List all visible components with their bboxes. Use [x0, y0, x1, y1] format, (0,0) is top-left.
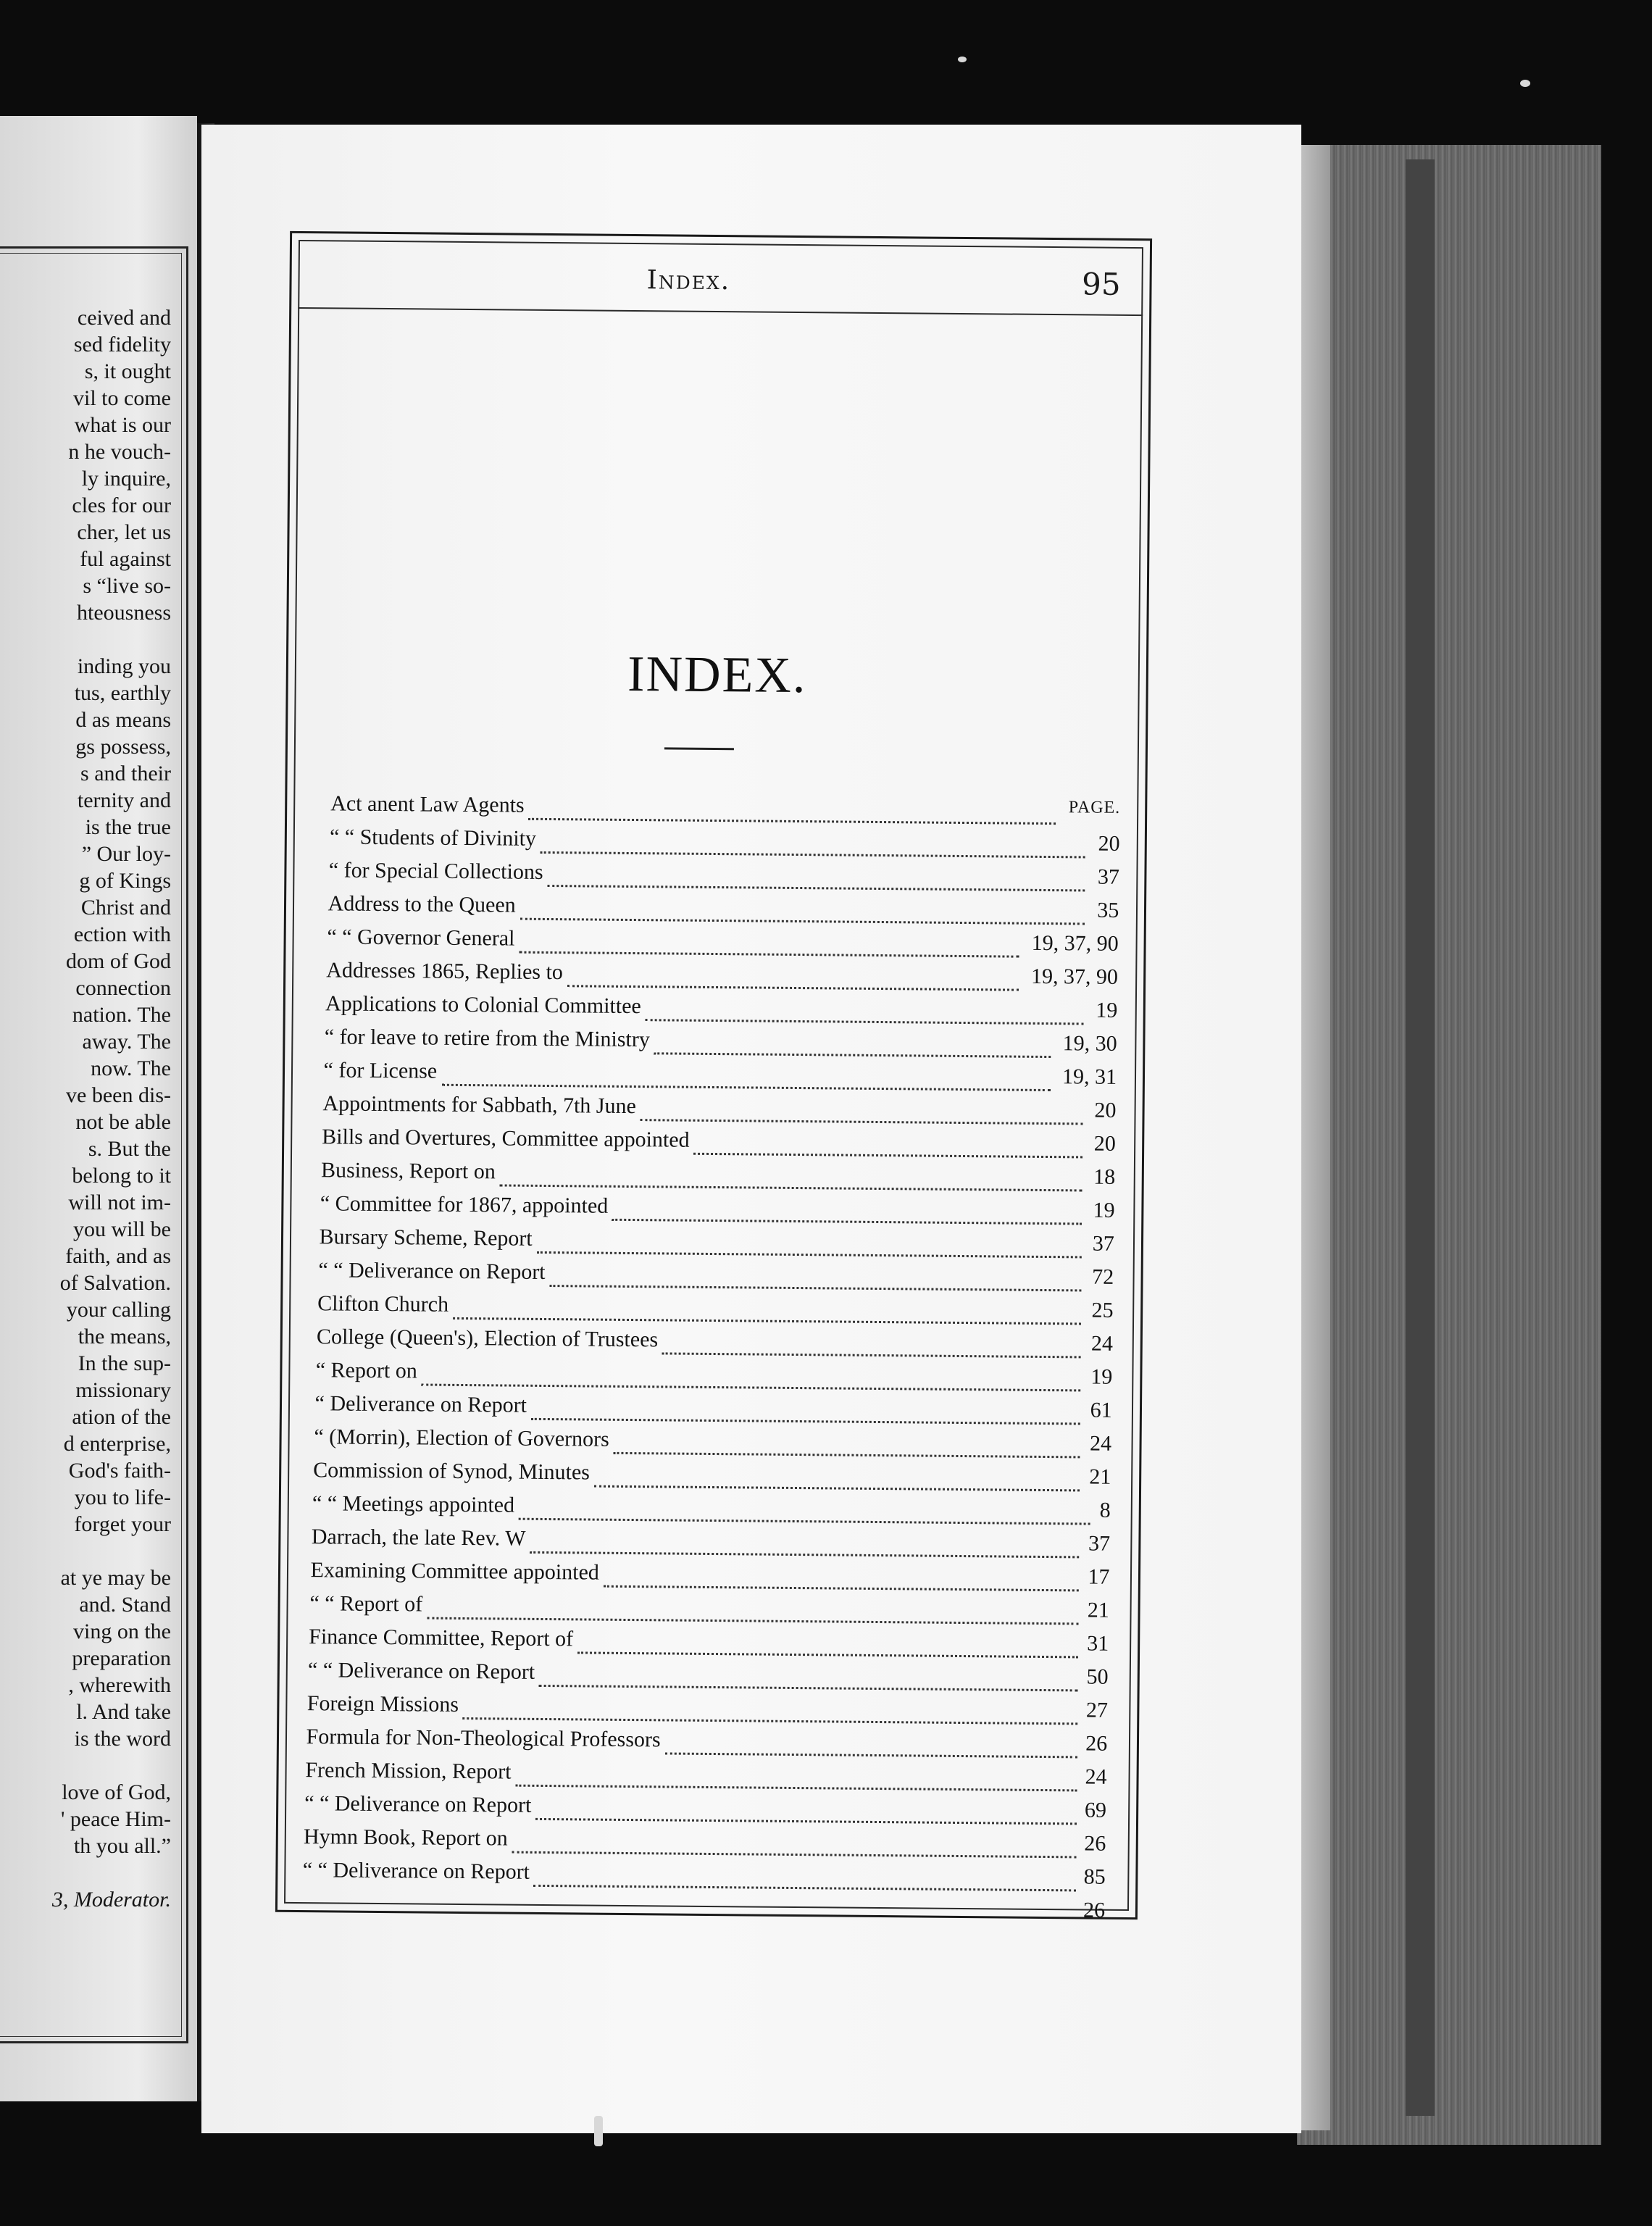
index-entry-page: 20: [1098, 831, 1120, 856]
left-page-line: faith, and as: [65, 1244, 171, 1268]
index-entry-label: “ for License: [323, 1058, 438, 1083]
left-page-line: ation of the: [72, 1405, 171, 1429]
left-page-line: inding you: [77, 654, 171, 678]
index-entry-page: 19, 31: [1061, 1064, 1117, 1089]
left-page-line: at ye may be: [60, 1566, 171, 1590]
leader-dots: [520, 893, 1085, 925]
index-entry-page: 24: [1089, 1431, 1112, 1456]
leader-dots: [613, 1427, 1080, 1459]
left-page-line: n he vouch-: [68, 440, 171, 464]
page-edges: [1297, 145, 1601, 2145]
leader-dots: [536, 1227, 1082, 1259]
index-entry-label: “ (Morrin), Election of Governors: [314, 1425, 609, 1451]
left-page-line: [0, 1752, 171, 1779]
leader-dots: [693, 1128, 1082, 1159]
page-frame: [275, 231, 1152, 1922]
index-entry-page: 19, 37, 90: [1030, 964, 1119, 989]
index-entry-page: 26: [1085, 1731, 1108, 1756]
left-page-line: cher, let us: [77, 520, 171, 544]
left-page-line: of Salvation.: [59, 1271, 171, 1295]
leader-dots: [640, 1094, 1082, 1125]
index-entry-page: 20: [1093, 1131, 1116, 1156]
dust-speck: [1520, 80, 1530, 87]
index-entry-page: 35: [1097, 898, 1119, 922]
index-entry-label: Commission of Synod, Minutes: [313, 1458, 591, 1485]
index-title: INDEX.: [627, 646, 807, 704]
index-entry-label: Hymn Book, Report on: [303, 1825, 508, 1851]
left-page-line: will not im-: [68, 1191, 171, 1214]
left-page-line: nation. The: [72, 1003, 171, 1027]
left-page-line: Christ and: [80, 896, 171, 920]
left-page-line: not be able: [75, 1110, 171, 1134]
leader-dots: [519, 1493, 1090, 1525]
index-entry-label: Formula for Non-Theological Professors: [306, 1725, 661, 1752]
left-page-line: [0, 626, 171, 653]
index-entry-label: “ “ Deliverance on Report: [318, 1258, 546, 1284]
left-page-line: ful against: [80, 547, 171, 571]
left-page-line: gs possess,: [75, 735, 171, 759]
left-page-line: you to life-: [74, 1485, 171, 1509]
index-entry-label: Applications to Colonial Committee: [325, 991, 641, 1019]
left-page-line: cles for our: [72, 493, 171, 517]
left-page-line: ection with: [73, 922, 171, 946]
left-page-line: love of God,: [62, 1780, 171, 1804]
left-page-line: s and their: [80, 762, 171, 785]
left-page-line: is the word: [74, 1727, 171, 1751]
index-entry-label: “ “ Report of: [309, 1591, 423, 1617]
index-entry-page: 72: [1092, 1264, 1114, 1289]
left-page-line: ve been dis-: [66, 1083, 171, 1107]
index-entry-page: 37: [1097, 864, 1120, 889]
index-entry-label: Foreign Missions: [306, 1691, 459, 1717]
leader-dots: [530, 1527, 1080, 1559]
index-entry-label: “ “ Deliverance on Report: [302, 1858, 530, 1884]
index-entry-page: 20: [1094, 1098, 1117, 1122]
leader-dots: [515, 1760, 1077, 1792]
index-entries: [278, 791, 1135, 1932]
leader-dots: [534, 1860, 1077, 1892]
index-entry-label: College (Queen's), Election of Trustees: [316, 1325, 659, 1352]
left-page-line: hteousness: [77, 601, 171, 625]
leader-dots: [594, 1461, 1080, 1492]
leader-dots: [577, 1627, 1078, 1658]
left-page-line: connection: [75, 976, 171, 1000]
left-page-text: [0, 304, 171, 1913]
index-entry-page: 8: [1099, 1498, 1111, 1522]
index-entry-page: 19, 30: [1062, 1031, 1117, 1056]
index-entry-page: 26: [1084, 1831, 1106, 1856]
left-page-line: forget your: [74, 1512, 171, 1536]
dust-speck: [594, 2116, 603, 2146]
index-entry-page: 21: [1089, 1464, 1111, 1489]
left-page-line: ceived and: [77, 306, 171, 330]
page-number: 95: [1081, 266, 1121, 302]
left-page-line: ' peace Him-: [61, 1807, 171, 1831]
leader-dots: [463, 1693, 1078, 1725]
index-entry-label: “ for Special Collections: [328, 858, 543, 884]
leader-dots: [512, 1827, 1077, 1859]
index-entry-page: 69: [1084, 1798, 1107, 1822]
left-page-line: now. The: [91, 1056, 171, 1080]
running-head: Index.: [646, 265, 731, 296]
left-page-line: the means,: [78, 1325, 171, 1348]
left-page-line: vil to come: [73, 386, 171, 410]
leader-dots: [646, 994, 1084, 1025]
leader-dots: [612, 1194, 1082, 1225]
index-entry-label: French Mission, Report: [305, 1758, 512, 1784]
left-page-line: you will be: [73, 1217, 171, 1241]
page-edge-strip: [1406, 159, 1435, 2116]
index-entry-label: “ “ Meetings appointed: [312, 1491, 515, 1517]
left-page-line: ving on the: [73, 1620, 171, 1643]
left-page-line: d as means: [75, 708, 171, 732]
left-page-line: s, it ought: [84, 359, 171, 383]
index-entry-label: Finance Committee, Report of: [309, 1625, 574, 1651]
left-page-line: th you all.”: [73, 1834, 171, 1858]
left-page-line: ly inquire,: [81, 467, 171, 491]
index-entry-label: Darrach, the late Rev. W: [311, 1525, 526, 1551]
index-entry-label: “ “ Deliverance on Report: [304, 1791, 532, 1817]
index-entry-label: “ Committee for 1867, appointed: [320, 1191, 609, 1218]
dust-speck: [958, 57, 967, 62]
index-entry-label: Act anent Law Agents: [330, 791, 525, 817]
index-entry-page: 19: [1093, 1198, 1115, 1222]
index-entry-label: “ “ Governor General: [327, 925, 515, 951]
left-page-line: sed fidelity: [73, 333, 171, 357]
index-entry-page: 37: [1092, 1231, 1115, 1256]
index-entry-label: “ “ Students of Divinity: [329, 825, 537, 851]
leader-dots: [427, 1593, 1078, 1625]
leader-dots: [422, 1359, 1081, 1391]
left-page-line: 3, Moderator.: [51, 1888, 171, 1912]
leader-dots: [664, 1727, 1077, 1758]
index-entry-page: 31: [1087, 1631, 1109, 1656]
left-page-line: your calling: [66, 1298, 171, 1322]
leader-dots: [530, 1393, 1080, 1425]
index-entry-page: 61: [1090, 1398, 1112, 1422]
index-entry-page: 19, 37, 90: [1031, 930, 1119, 956]
index-entry-page: 50: [1086, 1664, 1109, 1689]
left-page-line: missionary: [75, 1378, 171, 1402]
leader-dots: [441, 1059, 1051, 1091]
index-entry-label: “ Report on: [315, 1358, 417, 1383]
index-entry-page: 27: [1085, 1698, 1109, 1722]
index-entry-label: Appointments for Sabbath, 7th June: [322, 1091, 637, 1119]
leader-dots: [500, 1159, 1082, 1191]
index-entry-page: 24: [1090, 1331, 1114, 1356]
index-entry-page: 19: [1090, 1364, 1113, 1389]
index-entry-label: “ for leave to retire from the Ministry: [324, 1025, 650, 1052]
index-entry-label: Clifton Church: [317, 1291, 449, 1317]
left-page-line: ternity and: [77, 788, 171, 812]
index-entry-page: 26: [1082, 1898, 1106, 1922]
leader-dots: [603, 1561, 1079, 1592]
left-page-line: what is our: [74, 413, 171, 437]
left-page-line: dom of God: [66, 949, 171, 973]
left-page-line: , wherewith: [68, 1673, 171, 1697]
index-entry-page: 18: [1093, 1164, 1116, 1189]
page-column-label: PAGE.: [1068, 798, 1121, 817]
left-page-line: tus, earthly: [74, 681, 171, 705]
index-entry-label: “ “ Deliverance on Report: [307, 1658, 535, 1684]
left-page-line: [0, 1538, 171, 1564]
leader-dots: [519, 927, 1019, 958]
index-entry-label: Business, Report on: [320, 1158, 496, 1184]
index-entry-label: Bursary Scheme, Report: [319, 1225, 533, 1251]
left-page: [0, 116, 197, 2101]
left-page-line: s “live so-: [83, 574, 171, 598]
leader-dots: [567, 960, 1019, 991]
index-entry-page: 37: [1088, 1531, 1111, 1556]
index-entry-page: 24: [1085, 1764, 1107, 1789]
leader-dots: [535, 1793, 1077, 1825]
left-page-line: away. The: [82, 1030, 171, 1054]
index-entry-label: Address to the Queen: [328, 891, 516, 917]
index-entry-label: Addresses 1865, Replies to: [326, 958, 564, 985]
leader-dots: [453, 1293, 1081, 1325]
index-entry-label: Bills and Overtures, Committee appointed: [322, 1125, 690, 1152]
index-entry-label: “ Deliverance on Report: [314, 1391, 527, 1417]
left-page-line: ” Our loy-: [81, 842, 171, 866]
index-entry-page: 21: [1087, 1598, 1109, 1622]
index-entry-page: 25: [1091, 1298, 1114, 1322]
left-page-line: preparation: [72, 1646, 171, 1670]
left-page-line: d enterprise,: [63, 1432, 171, 1456]
leader-dots: [654, 1027, 1051, 1058]
leader-dots: [662, 1327, 1081, 1358]
leader-dots: [548, 860, 1085, 891]
left-page-line: l. And take: [76, 1700, 171, 1724]
left-page-line: [0, 1859, 171, 1886]
left-page-line: and. Stand: [79, 1593, 171, 1617]
index-entry-page: 17: [1088, 1564, 1110, 1589]
index-entry-page: 19: [1096, 998, 1118, 1022]
left-page-line: is the true: [85, 815, 171, 839]
left-page-line: belong to it: [72, 1164, 171, 1188]
leader-dots: [528, 793, 1056, 825]
index-entry-page: 85: [1083, 1864, 1106, 1889]
leader-dots: [539, 1660, 1078, 1691]
index-entry-label: Examining Committee appointed: [310, 1558, 600, 1585]
left-page-line: s. But the: [88, 1137, 171, 1161]
left-page-line: In the sup-: [78, 1351, 171, 1375]
left-page-line: God's faith-: [68, 1459, 171, 1483]
leader-dots: [549, 1260, 1081, 1291]
left-page-line: g of Kings: [79, 869, 171, 893]
leader-dots: [541, 827, 1085, 859]
